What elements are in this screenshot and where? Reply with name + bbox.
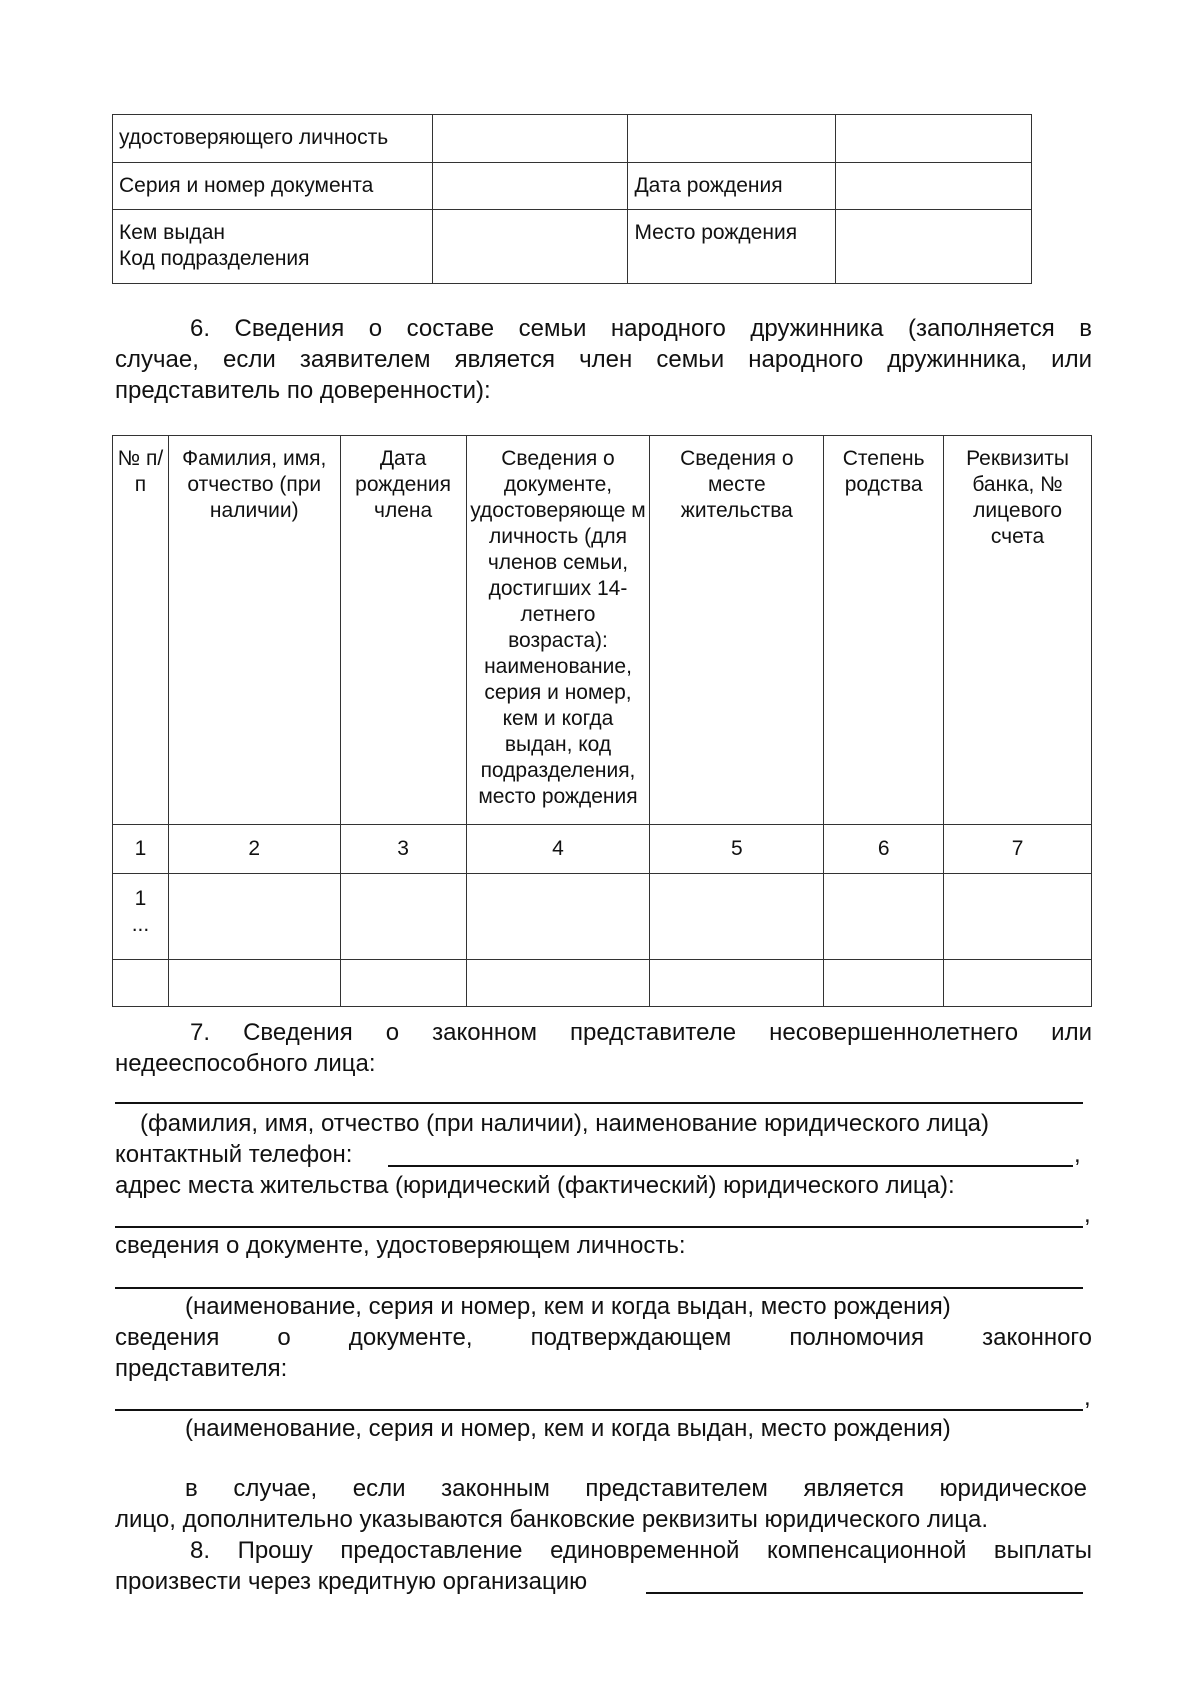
cell-issued-by-label <box>113 210 433 284</box>
phone-label: контактный телефон: <box>115 1141 353 1168</box>
caption-document-2: (наименование, серия и номер, кем и когда выдан, место рождения) <box>185 1415 951 1442</box>
column-number: 1 <box>113 825 169 874</box>
cell-empty <box>628 115 836 163</box>
cell-empty <box>168 960 340 1007</box>
header-number: № п/п <box>113 436 169 825</box>
comma: , <box>1084 1384 1091 1411</box>
cell-empty <box>836 210 1032 284</box>
cell-empty <box>466 874 650 960</box>
cell-empty <box>113 960 169 1007</box>
address-underline <box>115 1226 1083 1228</box>
header-full-name: Фамилия, имя, отчество (при наличии) <box>168 436 340 825</box>
cell-empty <box>340 960 466 1007</box>
section7-line1: 7. Сведения о законном представителе несовершеннолетнего или <box>190 1019 1092 1046</box>
header-residence: Сведения о месте жительства <box>650 436 824 825</box>
section6-line1: 6. Сведения о составе семьи народного дружинника (заполняется в <box>190 315 1092 342</box>
section6-line3: представитель по доверенности): <box>115 377 491 404</box>
column-number: 7 <box>944 825 1092 874</box>
header-id-document: Сведения о документе, удостоверяюще м личность (для членов семьи, достигших 14-летнего возраста): наименование, серия и номер, кем и когда выдан, код подразделения, место рождения <box>466 436 650 825</box>
row-number-cell <box>113 874 169 960</box>
row-ellipsis: ... <box>131 913 150 936</box>
row-number: 1 <box>134 887 147 910</box>
cell-empty <box>944 874 1092 960</box>
cell-empty <box>824 960 944 1007</box>
division-code-text: Код подразделения <box>119 247 310 270</box>
section6-line2: случае, если заявителем является член семьи народного дружинника, или <box>115 346 1092 373</box>
section8-line2: произвести через кредитную организацию <box>115 1568 588 1595</box>
credit-org-underline <box>646 1592 1083 1594</box>
section7-line2: недееспособного лица: <box>115 1050 376 1077</box>
comma: , <box>1084 1201 1091 1228</box>
family-members-table <box>112 435 1092 1007</box>
id-document-label: сведения о документе, удостоверяющем личность: <box>115 1232 686 1259</box>
authority-line1: сведения о документе, подтверждающем полномочия законного <box>115 1324 1092 1351</box>
header-bank-details: Реквизиты банка, № лицевого счета <box>944 436 1092 825</box>
name-underline <box>115 1102 1083 1104</box>
note-line2: лицо, дополнительно указываются банковские реквизиты юридического лица. <box>115 1506 989 1533</box>
header-birth-date: Дата рождения члена <box>340 436 466 825</box>
caption-name: (фамилия, имя, отчество (при наличии), наименование юридического лица) <box>140 1110 990 1137</box>
address-label: адрес места жительства (юридический (фактический) юридического лица): <box>115 1172 955 1199</box>
note-line1: в случае, если законным представителем является юридическое <box>185 1475 1087 1502</box>
cell-birth-date-label: Дата рождения <box>628 163 836 210</box>
applicant-document-table <box>112 114 1032 284</box>
cell-empty <box>432 163 628 210</box>
caption-document: (наименование, серия и номер, кем и когда выдан, место рождения) <box>185 1293 951 1320</box>
phone-underline <box>388 1165 1073 1167</box>
cell-empty <box>944 960 1092 1007</box>
column-number: 2 <box>168 825 340 874</box>
section8-line1: 8. Прошу предоставление единовременной компенсационной выплаты <box>190 1537 1092 1564</box>
comma: , <box>1074 1141 1081 1168</box>
cell-empty <box>824 874 944 960</box>
authority-underline <box>115 1409 1083 1411</box>
cell-series-number-label: Серия и номер документа <box>113 163 433 210</box>
cell-birth-place-label: Место рождения <box>628 210 836 284</box>
cell-empty <box>432 210 628 284</box>
header-relationship: Степень родства <box>824 436 944 825</box>
cell-empty <box>340 874 466 960</box>
cell-id-document-label: удостоверяющего личность <box>113 115 433 163</box>
column-number: 5 <box>650 825 824 874</box>
column-number: 4 <box>466 825 650 874</box>
authority-line2: представителя: <box>115 1355 288 1382</box>
cell-empty <box>836 163 1032 210</box>
cell-empty <box>650 960 824 1007</box>
cell-empty <box>836 115 1032 163</box>
issued-by-text: Кем выдан <box>119 221 225 244</box>
id-document-underline <box>115 1287 1083 1289</box>
cell-empty <box>432 115 628 163</box>
cell-empty <box>466 960 650 1007</box>
cell-empty <box>168 874 340 960</box>
column-number: 6 <box>824 825 944 874</box>
cell-empty <box>650 874 824 960</box>
column-number: 3 <box>340 825 466 874</box>
